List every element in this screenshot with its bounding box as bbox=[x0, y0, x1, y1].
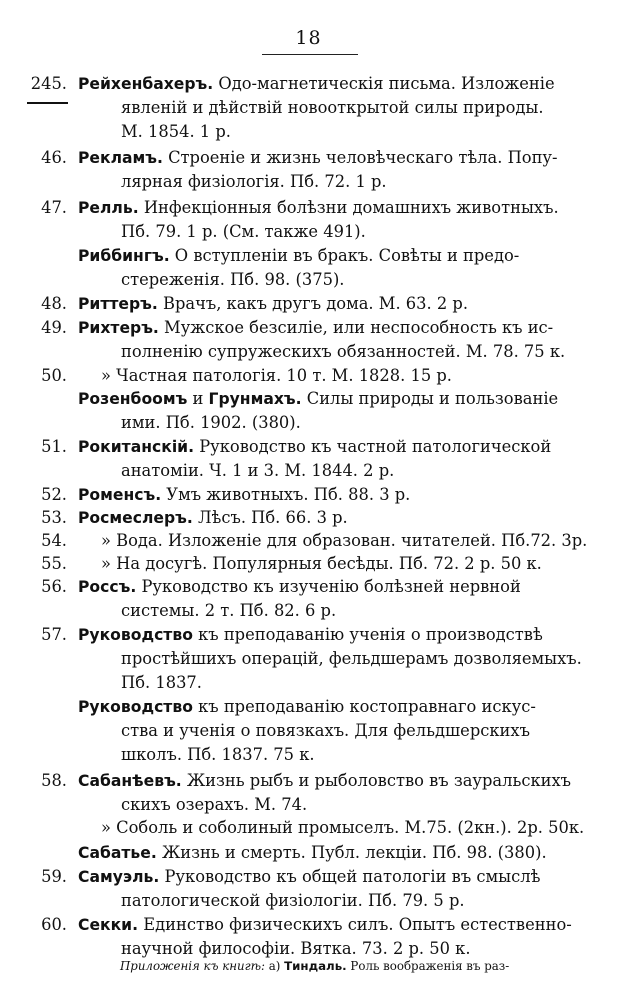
entry-text: ства и ученія о повязкахъ. Для фельдшерскихъ bbox=[121, 721, 530, 740]
footnote-author: Тиндаль. bbox=[284, 959, 347, 973]
entry-number: 58. bbox=[41, 771, 67, 790]
entry-text: патологической физіологіи. Пб. 79. 5 р. bbox=[121, 891, 465, 910]
entry-text: явленій и дѣйствій новооткрытой силы природы. bbox=[121, 98, 544, 117]
entry-text: простѣйшихъ операцій, фельдшерамъ дозволяемыхъ. bbox=[121, 649, 582, 668]
entry-first-line bbox=[78, 697, 536, 717]
entry-author: Риттеръ. bbox=[78, 295, 158, 313]
entry-author: Рейхенбахеръ. bbox=[78, 75, 214, 93]
entry-author: Самуэль. bbox=[78, 868, 160, 886]
entry-text: Пб. 1837. bbox=[121, 673, 202, 692]
entry-first-line bbox=[78, 867, 540, 887]
entry-first-line bbox=[78, 843, 547, 863]
entry-text: системы. 2 т. Пб. 82. 6 р. bbox=[121, 601, 337, 620]
entry-text: Единство физическихъ силъ. Опытъ естественно- bbox=[138, 915, 572, 934]
entry-continuation-line bbox=[121, 222, 366, 242]
entry-text: Лѣсъ. Пб. 66. 3 р. bbox=[192, 508, 348, 527]
entry-number: 55. bbox=[41, 554, 67, 573]
entry-text: Руководство къ частной патологической bbox=[194, 437, 552, 456]
entry-text: Строеніе и жизнь человѣческаго тѣла. Попу- bbox=[162, 148, 558, 167]
entry-text: Руководство къ изученію болѣзней нервной bbox=[136, 577, 521, 596]
entry-continuation-line bbox=[121, 721, 530, 741]
entry-first-line bbox=[78, 485, 410, 505]
entry-number: 245. bbox=[30, 74, 67, 93]
entry-number: 56. bbox=[41, 577, 67, 596]
entry-text: Пб. 79. 1 р. (См. также 491). bbox=[121, 222, 366, 241]
entry-number: 50. bbox=[41, 366, 67, 385]
entry-number: 46. bbox=[41, 148, 67, 167]
footnote-label: Приложенія къ книгѣ: bbox=[120, 959, 265, 973]
entry-text: Умъ животныхъ. Пб. 88. 3 р. bbox=[161, 485, 411, 504]
entry-text: научной философіи. Вятка. 73. 2 р. 50 к. bbox=[121, 939, 471, 958]
entry-number: 54. bbox=[41, 531, 67, 550]
footnote-marker: а) bbox=[264, 959, 285, 973]
entry-text: Мужское безсиліе, или неспособность къ ис- bbox=[158, 318, 554, 337]
entry-text: » Вода. Изложеніе для образован. читателей. Пб.72. 3р. bbox=[101, 531, 588, 550]
entry-continuation-line bbox=[121, 795, 307, 815]
entry-number: 47. bbox=[41, 198, 67, 217]
entry-continuation-line bbox=[121, 98, 544, 118]
entry-first-line bbox=[101, 818, 584, 838]
entry-number: 57. bbox=[41, 625, 67, 644]
entry-first-line bbox=[78, 148, 558, 168]
entry-text: Силы природы и пользованіе bbox=[301, 389, 559, 408]
entry-continuation-line bbox=[121, 342, 565, 362]
entry-first-line bbox=[78, 389, 558, 409]
entry-continuation-line bbox=[121, 172, 387, 192]
entry-first-line bbox=[101, 554, 542, 574]
entry-first-line bbox=[78, 437, 551, 457]
entry-text: М. 1854. 1 р. bbox=[121, 122, 231, 141]
entry-first-line bbox=[78, 771, 571, 791]
entry-author: Роменсъ. bbox=[78, 486, 162, 504]
entry-number: 59. bbox=[41, 867, 67, 886]
entry-continuation-line bbox=[121, 939, 471, 959]
entry-text: къ преподаванію костоправнаго искус- bbox=[192, 697, 536, 716]
entry-author: Росмеслеръ. bbox=[78, 509, 193, 527]
footnote-text: Роль воображенія въ раз- bbox=[346, 959, 510, 973]
entry-number: 53. bbox=[41, 508, 67, 527]
entry-number: 60. bbox=[41, 915, 67, 934]
entry-author: Руководство bbox=[78, 626, 193, 644]
entry-text: къ преподаванію ученія о производствѣ bbox=[192, 625, 543, 644]
entry-author: Рихтеръ. bbox=[78, 319, 159, 337]
entry-text: Жизнь рыбъ и рыболовство въ зауральскихъ bbox=[181, 771, 572, 790]
entry-text: Инфекціонныя болѣзни домашнихъ животныхъ. bbox=[138, 198, 559, 217]
entry-text: Врачъ, какъ другъ дома. М. 63. 2 р. bbox=[157, 294, 469, 313]
entry-first-line bbox=[78, 577, 521, 597]
entry-number: 48. bbox=[41, 294, 67, 313]
entry-text: Одо-магнетическія письма. Изложеніе bbox=[213, 74, 555, 93]
page-number: 18 bbox=[295, 27, 322, 49]
entry-author: Грунмахъ. bbox=[208, 390, 302, 408]
entry-continuation-line bbox=[121, 673, 202, 693]
entry-text: О вступленіи въ бракъ. Совѣты и предо- bbox=[169, 246, 520, 265]
entry-continuation-line bbox=[121, 649, 582, 669]
entry-text: и bbox=[187, 389, 209, 408]
entry-author: Риббингъ. bbox=[78, 247, 170, 265]
entry-first-line bbox=[101, 366, 452, 386]
entry-text: стереженія. Пб. 98. (375). bbox=[121, 270, 345, 289]
entry-continuation-line bbox=[121, 601, 336, 621]
entry-continuation-line bbox=[121, 745, 315, 765]
entry-text: полненію супружескихъ обязанностей. М. 78. 75 к. bbox=[121, 342, 566, 361]
entry-author: Рекламъ. bbox=[78, 149, 163, 167]
entry-author: Россъ. bbox=[78, 578, 137, 596]
entry-first-line bbox=[78, 915, 572, 935]
entry-author: Рокитанскій. bbox=[78, 438, 195, 456]
entry-author: Сабатье. bbox=[78, 844, 157, 862]
entry-text: анатоміи. Ч. 1 и 3. М. 1844. 2 р. bbox=[121, 461, 395, 480]
entry-text: школъ. Пб. 1837. 75 к. bbox=[121, 745, 315, 764]
entry-author: Руководство bbox=[78, 698, 193, 716]
entry-continuation-line bbox=[121, 461, 394, 481]
entry-author: Секки. bbox=[78, 916, 139, 934]
entry-text: Жизнь и смерть. Публ. лекціи. Пб. 98. (380). bbox=[156, 843, 547, 862]
entry-number: 51. bbox=[41, 437, 67, 456]
entry-first-line bbox=[78, 625, 543, 645]
entry-text: скихъ озерахъ. М. 74. bbox=[121, 795, 308, 814]
entry-text: » На досугѣ. Популярныя бесѣды. Пб. 72. 2 р. 50 к. bbox=[101, 554, 542, 573]
entry-text: » Частная патологія. 10 т. М. 1828. 15 р. bbox=[101, 366, 452, 385]
entry-continuation-line bbox=[121, 122, 231, 142]
entry-continuation-line bbox=[121, 270, 345, 290]
entry-first-line bbox=[101, 531, 587, 551]
entry-continuation-line bbox=[121, 891, 465, 911]
entry-first-line bbox=[78, 294, 468, 314]
entry-first-line bbox=[78, 318, 553, 338]
footnote bbox=[120, 958, 509, 974]
entry-first-line bbox=[78, 74, 555, 94]
entry-text: Руководство къ общей патологіи въ смыслѣ bbox=[159, 867, 541, 886]
entry-text: ими. Пб. 1902. (380). bbox=[121, 413, 301, 432]
entry-first-line bbox=[78, 198, 559, 218]
entry-author: Релль. bbox=[78, 199, 139, 217]
entry-first-line bbox=[78, 246, 519, 266]
entry-author: Сабанѣевъ. bbox=[78, 772, 182, 790]
entry-continuation-line bbox=[121, 413, 301, 433]
entry-first-line bbox=[78, 508, 348, 528]
entry-author: Розенбоомъ bbox=[78, 390, 188, 408]
entry-text: » Соболь и соболиный промыселъ. М.75. (2кн.). 2р. 50к. bbox=[101, 818, 585, 837]
entry-text: лярная физіологія. Пб. 72. 1 р. bbox=[121, 172, 387, 191]
entry-number: 52. bbox=[41, 485, 67, 504]
entry-number: 49. bbox=[41, 318, 67, 337]
